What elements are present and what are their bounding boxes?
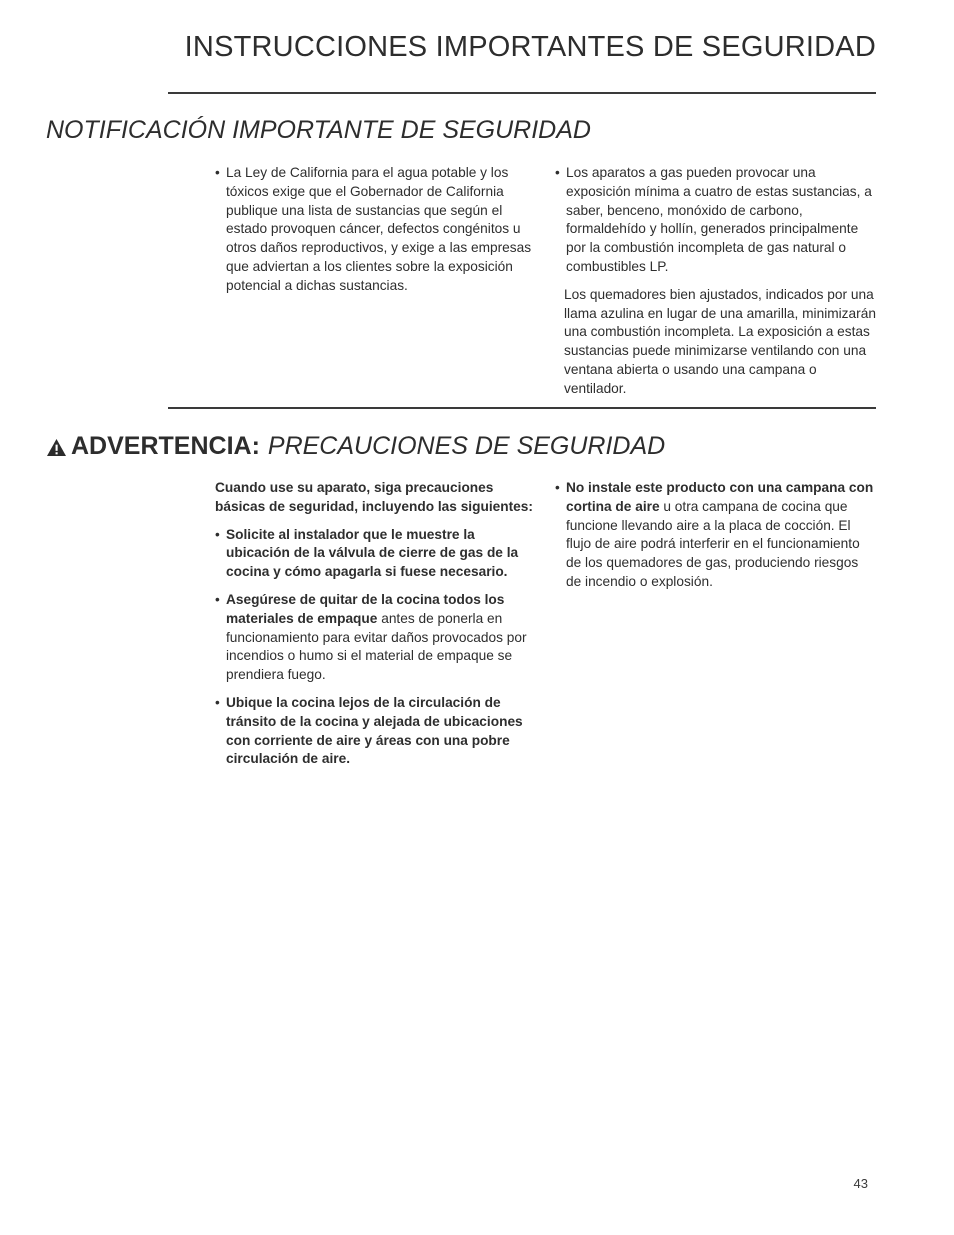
list-item: • Los aparatos a gas pueden provocar una exposición mínima a cuatro de estas sustancias, a saber, benceno, monóxido de carbono, formaldehído y hollín, generados principalmente por la combustión incompleta de gas natural o combustibles LP. (555, 165, 872, 274)
notice-right-paragraph: Los quemadores bien ajustados, indicados por una llama azulina en lugar de una amarilla, minimizarán una combustión incompleta. La exposición a estas sustancias puede minimizarse ventilando con una ventana abierta o usando una campana o ventilador. (564, 286, 876, 396)
warning-right-bullet-text: u otra campana de cocina que funcione llevando aire a la placa de cocción. El flujo de aire podrá interferir en el funcionamiento de los quemadores de gas, produciendo riesgos de incendio o explosión. (566, 498, 860, 589)
section-divider (168, 407, 876, 409)
header-divider (168, 92, 876, 94)
warning-bullet-2-text: antes de ponerla en funcionamiento para evitar daños provocados por incendios o humo si el material de empaque se prendiera fuego. (226, 610, 527, 683)
warning-label: ADVERTENCIA: (71, 432, 260, 460)
warning-intro: Cuando use su aparato, siga precauciones básicas de seguridad, incluyendo las siguientes: (215, 480, 533, 514)
warning-triangle-icon (46, 438, 67, 457)
page-title: INSTRUCCIONES IMPORTANTES DE SEGURIDAD (184, 31, 876, 63)
notice-right-bullet-text: Los aparatos a gas pueden provocar una exposición mínima a cuatro de estas sustancias, a saber, benceno, monóxido de carbono, formaldehído y hollín, generados principalmente por la combustión incompleta de gas natural o combustibles LP. (566, 165, 872, 274)
warning-right-column (555, 479, 876, 601)
list-item: • No instale este producto con una campana con cortina de aire u otra campana de cocina que funcione llevando aire a la placa de cocción. El flujo de aire podrá interferir en el funcionamiento de los quemadores de gas, produciendo riesgos de incendio o explosión. (555, 480, 874, 589)
list-item: • Ubique la cocina lejos de la circulación de tránsito de la cocina y alejada de ubicaciones con corriente de aire y áreas con una pobre circulación de aire. (215, 694, 523, 767)
page-number: 43 (853, 1176, 868, 1191)
warning-bullet-1-text: Solicite al instalador que le muestre la ubicación de la válvula de cierre de gas de la cocina y cómo apagarla si fuese necesario. (226, 526, 519, 580)
notice-right-column (555, 164, 876, 408)
warning-left-column (215, 479, 537, 778)
notice-left-bullet-text: La Ley de California para el agua potable y los tóxicos exige que el Gobernador de California publique una lista de sustancias que según el estado provoquen cáncer, defectos congénitos u otros daños reproductivos, y exige a las empresas que adviertan a los clientes sobre la exposición potencial a dichas sustancias. (226, 165, 532, 293)
notice-section-title: NOTIFICACIÓN IMPORTANTE DE SEGURIDAD (46, 116, 591, 144)
warning-bullet-2-bold: Asegúrese de quitar de la cocina todos los materiales de empaque (226, 591, 505, 626)
warning-bullet-3-text: Ubique la cocina lejos de la circulación de tránsito de la cocina y alejada de ubicaciones con corriente de aire y áreas con una pobre circulación de aire. (226, 694, 523, 767)
list-item: • La Ley de California para el agua potable y los tóxicos exige que el Gobernador de California publique una lista de sustancias que según el estado provoquen cáncer, defectos congénitos u otros daños reproductivos, y exige a las empresas que adviertan a los clientes sobre la exposición potencial a dichas sustancias. (215, 165, 532, 293)
list-item: • Asegúrese de quitar de la cocina todos los materiales de empaque antes de ponerla en funcionamiento para evitar daños provocados por incendios o humo si el material de empaque se prendiera fuego. (215, 591, 527, 683)
warning-title-text: PRECAUCIONES DE SEGURIDAD (267, 432, 666, 460)
warning-section-title (46, 432, 665, 461)
notice-left-column (215, 164, 537, 305)
warning-right-bullet-bold: No instale este producto con una campana con cortina de aire (566, 480, 874, 514)
list-item: • Solicite al instalador que le muestre la ubicación de la válvula de cierre de gas de la cocina y cómo apagarla si fuese necesario. (215, 526, 519, 580)
